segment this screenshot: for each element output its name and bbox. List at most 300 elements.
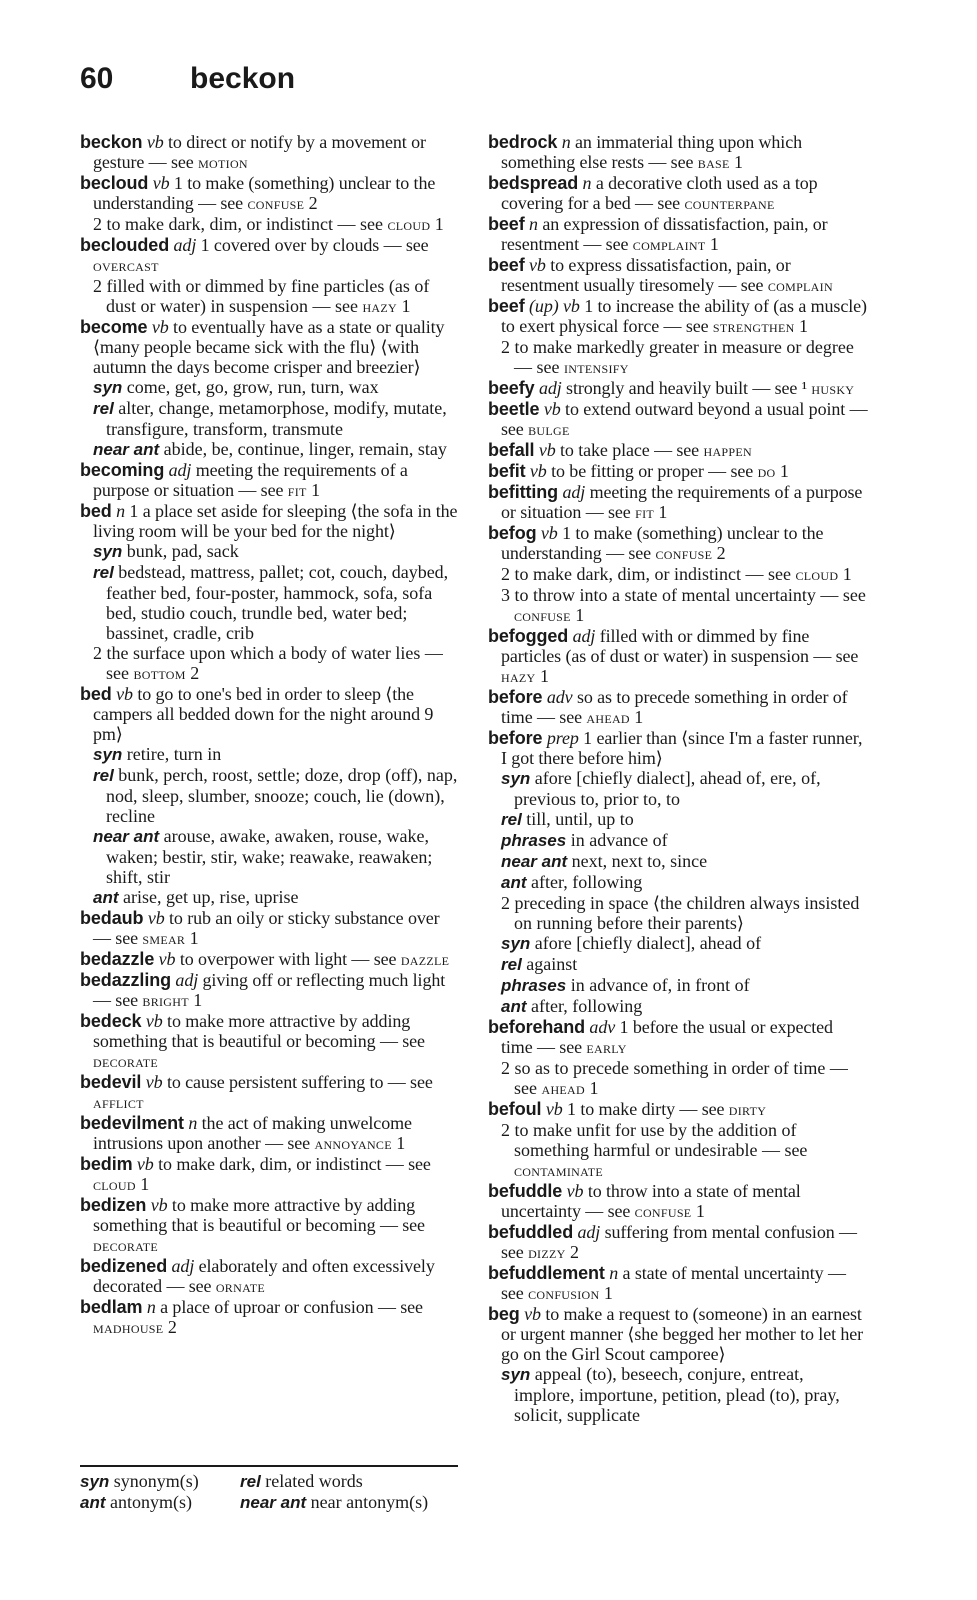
dictionary-entry [80, 1011, 458, 1072]
legend-meaning: antonym(s) [110, 1492, 192, 1512]
entry-subsense [488, 996, 868, 1017]
relation-label: syn [501, 1365, 531, 1384]
cross-reference: hazy [501, 667, 536, 686]
headword: bedizened [80, 1256, 168, 1276]
cross-reference: confusion [528, 1284, 600, 1303]
sense-number: 1 [634, 707, 644, 727]
headword: befuddle [488, 1181, 563, 1201]
relation-label: phrases [501, 831, 567, 850]
headword: befogged [488, 626, 569, 646]
dictionary-entry [488, 1181, 868, 1222]
entry-subsense [488, 809, 868, 830]
cross-reference: strengthen [712, 317, 795, 336]
dictionary-entry [488, 1017, 868, 1058]
dictionary-entry [80, 970, 458, 1011]
part-of-speech: n [116, 501, 126, 521]
relation-label: syn [501, 769, 531, 788]
entry-subsense [488, 975, 868, 996]
relation-label: rel [93, 563, 114, 582]
part-of-speech: vb [152, 173, 170, 193]
headword: beetle [488, 399, 540, 419]
entry-subsense [80, 439, 458, 460]
headword: befog [488, 523, 537, 543]
headword: bedeck [80, 1011, 142, 1031]
definition-text: 1 earlier than ⟨since I'm a faster runner, I got there before him⟩ [501, 728, 863, 768]
part-of-speech: vb [566, 1181, 584, 1201]
dictionary-entry [80, 1297, 458, 1338]
entry-subsense [488, 337, 868, 378]
definition-text: in advance of, in front of [570, 975, 750, 995]
definition-text: to eventually have as a state or quality ⟨many people became sick with the flu⟩ ⟨with autumn the days become crisper and breezier⟩ [93, 317, 445, 377]
dictionary-entry [80, 501, 458, 541]
part-of-speech: vb [545, 1099, 563, 1119]
dictionary-entry [80, 460, 458, 501]
headword: beckon [80, 132, 143, 152]
cross-reference: cloud [93, 1175, 136, 1194]
dictionary-entry [80, 132, 458, 173]
relation-label: near ant [501, 852, 568, 871]
cross-reference: bulge [528, 420, 570, 439]
sense-number: 1 [799, 316, 808, 336]
cross-reference: overcast [93, 256, 159, 275]
headword: bedevil [80, 1072, 142, 1092]
headword: bedaub [80, 908, 144, 928]
sense-number: 1 [589, 1078, 599, 1098]
cross-reference: intensify [563, 358, 629, 377]
headword: before [488, 687, 543, 707]
headword: bedevilment [80, 1113, 184, 1133]
definition-text: to direct or notify by a movement or gesture — see [93, 132, 426, 172]
headword: bedspread [488, 173, 579, 193]
cross-reference: fit [635, 503, 654, 522]
dictionary-entry [488, 296, 868, 337]
cross-reference: do [757, 462, 776, 481]
sense-number: 1 [603, 1283, 613, 1303]
definition-text: 2 to make unfit for use by the addition of something harmful or undesirable — see [501, 1120, 808, 1160]
dictionary-entry [488, 626, 868, 687]
part-of-speech: n [188, 1113, 198, 1133]
dictionary-entry [80, 235, 458, 276]
dictionary-entry [80, 1072, 458, 1113]
headword: becloud [80, 173, 149, 193]
relation-label: rel [501, 810, 522, 829]
definition-text: 2 so as to precede something in order of time — see [501, 1058, 848, 1098]
definition-text: arise, get up, rise, uprise [123, 887, 299, 907]
dictionary-entry [488, 523, 868, 564]
sense-number: 1 [193, 990, 203, 1010]
part-of-speech: adj [577, 1222, 601, 1242]
entry-subsense [488, 1058, 868, 1099]
definition-text: 1 a place set aside for sleeping ⟨the sofa in the living room will be your bed for the night⟩ [93, 501, 458, 541]
relation-label: rel [501, 955, 522, 974]
definition-text: till, until, up to [526, 809, 634, 829]
part-of-speech: vb [116, 684, 133, 704]
cross-reference: decorate [93, 1236, 159, 1255]
sense-number: 2 [716, 543, 726, 563]
entry-subsense [80, 744, 458, 765]
headword: before [488, 728, 543, 748]
cross-reference: afflict [93, 1093, 144, 1112]
cross-reference: confuse [514, 606, 571, 625]
legend-abbr: syn [80, 1472, 110, 1491]
legend-meaning: near antonym(s) [310, 1492, 429, 1512]
dictionary-entry [80, 1195, 458, 1256]
legend-abbr: rel [240, 1472, 261, 1491]
entry-subsense [80, 398, 458, 439]
sense-number: 1 [311, 480, 320, 500]
definition-text: 2 preceding in space ⟨the children always insisted on running before their parents⟩ [501, 893, 860, 933]
cross-reference: madhouse [93, 1318, 164, 1337]
cross-reference: ornate [215, 1277, 265, 1296]
entry-subsense [80, 887, 458, 908]
cross-reference: confuse [634, 1202, 692, 1221]
cross-reference: confuse [247, 194, 305, 213]
definition-text: after, following [531, 872, 643, 892]
relation-label: rel [93, 399, 114, 418]
definition-text: 1 covered over by clouds — see [200, 235, 429, 255]
headword: befoul [488, 1099, 542, 1119]
cross-reference: confuse [655, 544, 713, 563]
entry-subsense [80, 541, 458, 562]
relation-label: ant [501, 873, 527, 892]
definition-text: a state of mental uncertainty — see [501, 1263, 846, 1303]
entry-subsense [80, 643, 458, 684]
cross-reference: smear [142, 929, 186, 948]
dictionary-entry [80, 1113, 458, 1154]
headword: befuddled [488, 1222, 574, 1242]
relation-label: near ant [93, 440, 160, 459]
part-of-speech: vb [145, 1072, 163, 1092]
dictionary-entry [488, 687, 868, 728]
sense-number: 1 [695, 1201, 705, 1221]
sense-number: 1 [401, 296, 411, 316]
dictionary-entry [488, 1263, 868, 1304]
part-of-speech: vb [529, 255, 546, 275]
headword: befit [488, 461, 526, 481]
definition-text: meeting the requirements of a purpose or situation — see [93, 460, 408, 500]
definition-text: 1 to make (something) unclear to the understanding — see [501, 523, 824, 563]
left-column [80, 132, 458, 1338]
definition-text: 1 to increase the ability of (as a muscle) to exert physical force — see [501, 296, 867, 336]
definition-text: to cause persistent suffering to — see [166, 1072, 433, 1092]
abbreviation-legend [80, 1465, 458, 1513]
cross-reference: dazzle [400, 950, 450, 969]
relation-label: near ant [93, 827, 160, 846]
definition-text: an expression of dissatisfaction, pain, or resentment — see [501, 214, 828, 254]
definition-text: bunk, perch, roost, settle; doze, drop (off), nap, nod, sleep, slumber, snooze; couch, lie (down), recline [106, 765, 458, 826]
headword: beef [488, 255, 525, 275]
dictionary-entry [488, 173, 868, 214]
dictionary-entry [80, 1256, 458, 1297]
dictionary-entry [488, 728, 868, 768]
definition-text: to overpower with light — see [179, 949, 397, 969]
definition-text: filled with or dimmed by fine particles (as of dust or water) in suspension — see [501, 626, 859, 666]
definition-text: to rub an oily or sticky substance over — see [93, 908, 440, 948]
definition-text: to go to one's bed in order to sleep ⟨the campers all bedded down for the night around 9 pm⟩ [93, 684, 434, 744]
cross-reference: dirty [728, 1100, 767, 1119]
entry-subsense [80, 562, 458, 643]
definition-text: to take place — see [560, 440, 700, 460]
cross-reference: bright [142, 991, 189, 1010]
definition-text: a decorative cloth used as a top covering for a bed — see [501, 173, 818, 213]
sense-number: 1 [709, 234, 719, 254]
cross-reference: contaminate [514, 1161, 603, 1180]
part-of-speech: adj [171, 1256, 195, 1276]
definition-text: against [526, 954, 578, 974]
entry-subsense [488, 585, 868, 626]
definition-text: to extend outward beyond a usual point — see [501, 399, 868, 439]
part-of-speech: vb [538, 440, 556, 460]
part-of-speech: (up) vb [529, 296, 580, 316]
sense-number: 1 [734, 152, 743, 172]
entry-subsense [488, 893, 868, 933]
cross-reference: cloud [387, 215, 431, 234]
cross-reference: early [586, 1038, 627, 1057]
sense-number: 1 [396, 1133, 406, 1153]
relation-label: syn [93, 745, 123, 764]
cross-reference: fit [287, 481, 307, 500]
cross-reference: happen [703, 441, 752, 460]
part-of-speech: vb [150, 1195, 168, 1215]
definition-text: bedstead, mattress, pallet; cot, couch, daybed, feather bed, four-poster, hammock, sofa, sofa bed, studio couch, trundle bed, water bed; bassinet, cradle, crib [106, 562, 449, 643]
definition-text: alter, change, metamorphose, modify, mutate, transfigure, transform, transmute [106, 398, 447, 439]
sense-number: 1 [539, 666, 549, 686]
part-of-speech: adj [175, 970, 199, 990]
definition-text: retire, turn in [126, 744, 222, 764]
headword: become [80, 317, 148, 337]
page-number: 60 [80, 62, 114, 95]
definition-text: 2 to make dark, dim, or indistinct — see [501, 564, 791, 584]
headword: bedazzle [80, 949, 155, 969]
cross-reference: counterpane [684, 194, 775, 213]
sense-number: 1 [434, 214, 444, 234]
definition-text: afore [chiefly dialect], ahead of [534, 933, 762, 953]
legend-abbr: near ant [240, 1493, 307, 1512]
sense-number: 1 [189, 928, 199, 948]
part-of-speech: vb [158, 949, 176, 969]
headword: befall [488, 440, 535, 460]
cross-reference: dizzy [528, 1243, 566, 1262]
dictionary-entry [488, 1222, 868, 1263]
dictionary-entry [488, 1304, 868, 1364]
cross-reference: complain [767, 276, 833, 295]
entry-subsense [80, 826, 458, 887]
cross-reference: bottom [133, 664, 186, 683]
headword: becoming [80, 460, 165, 480]
relation-label: syn [501, 934, 531, 953]
cross-reference: cloud [795, 565, 839, 584]
definition-text: 3 to throw into a state of mental uncertainty — see [501, 585, 866, 605]
headword: befitting [488, 482, 559, 502]
legend-abbr: ant [80, 1493, 106, 1512]
headword: beef [488, 214, 525, 234]
definition-text: bunk, pad, sack [126, 541, 239, 561]
definition-text: an immaterial thing upon which something else rests — see [501, 132, 802, 172]
part-of-speech: vb [524, 1304, 541, 1324]
cross-reference: ahead [586, 708, 630, 727]
cross-reference: husky [811, 379, 855, 398]
right-column [488, 132, 868, 1425]
part-of-speech: n [146, 1297, 156, 1317]
sense-number: 1 [658, 502, 668, 522]
dictionary-entry [80, 908, 458, 949]
sense-number: 1 [842, 564, 852, 584]
headword: bedlam [80, 1297, 143, 1317]
definition-text: meeting the requirements of a purpose or situation — see [501, 482, 863, 522]
dictionary-entry [488, 461, 868, 482]
headword: bed [80, 501, 112, 521]
cross-reference: hazy [362, 297, 397, 316]
definition-text: to make a request to (someone) in an earnest or urgent manner ⟨she begged her mother to let her go on the Girl Scout camporee⟩ [501, 1304, 864, 1364]
entry-subsense [488, 872, 868, 893]
relation-label: ant [501, 997, 527, 1016]
definition-text: to make dark, dim, or indistinct — see [158, 1154, 431, 1174]
definition-text: come, get, go, grow, run, turn, wax [126, 377, 379, 397]
definition-text: abide, be, continue, linger, remain, stay [163, 439, 447, 459]
headword: beg [488, 1304, 520, 1324]
definition-text: 1 to make dirty — see [567, 1099, 725, 1119]
part-of-speech: vb [146, 132, 164, 152]
relation-label: syn [93, 378, 123, 397]
part-of-speech: adv [546, 687, 573, 707]
part-of-speech: vb [540, 523, 558, 543]
headword: bedrock [488, 132, 558, 152]
relation-label: syn [93, 542, 123, 561]
entry-subsense [80, 214, 458, 235]
relation-label: ant [93, 888, 119, 907]
entry-subsense [80, 276, 458, 317]
sense-number: 1 [779, 461, 789, 481]
part-of-speech: n [582, 173, 592, 193]
legend-meaning: synonym(s) [113, 1471, 199, 1491]
headword: beforehand [488, 1017, 586, 1037]
part-of-speech: n [609, 1263, 619, 1283]
definition-text: 2 to make dark, dim, or indistinct — see [93, 214, 383, 234]
sense-number: 2 [167, 1317, 177, 1337]
definition-text: 2 to make markedly greater in measure or degree — see [501, 337, 854, 377]
definition-text: strongly and heavily built — see ¹ [566, 378, 808, 398]
headword: beclouded [80, 235, 170, 255]
entry-subsense [488, 851, 868, 872]
definition-text: so as to precede something in order of time — see [501, 687, 848, 727]
sense-number: 2 [570, 1242, 579, 1262]
definition-text: next, next to, since [571, 851, 708, 871]
part-of-speech: vb [145, 1011, 163, 1031]
entry-subsense [80, 377, 458, 398]
part-of-speech: vb [136, 1154, 154, 1174]
cross-reference: ahead [541, 1079, 585, 1098]
sense-number: 2 [190, 663, 200, 683]
guide-word: beckon [190, 62, 296, 95]
entry-subsense [488, 768, 868, 809]
relation-label: rel [93, 766, 114, 785]
headword: beef [488, 296, 525, 316]
definition-text: a place of uproar or confusion — see [160, 1297, 423, 1317]
definition-text: to express dissatisfaction, pain, or resentment usually tiresomely — see [501, 255, 791, 295]
dictionary-entry [488, 214, 868, 255]
dictionary-entry [80, 684, 458, 744]
definition-text: after, following [531, 996, 643, 1016]
part-of-speech: adj [168, 460, 192, 480]
definition-text: 1 to make (something) unclear to the understanding — see [93, 173, 436, 213]
headword: befuddlement [488, 1263, 605, 1283]
headword: bed [80, 684, 112, 704]
definition-text: 1 before the usual or expected time — see [501, 1017, 833, 1057]
definition-text: the act of making unwelcome intrusions upon another — see [93, 1113, 412, 1153]
definition-text: appeal (to), beseech, conjure, entreat, implore, importune, petition, plead (to), pray, solicit, supplicate [514, 1364, 840, 1425]
definition-text: to make more attractive by adding something that is beautiful or becoming — see [93, 1011, 425, 1051]
headword: bedim [80, 1154, 133, 1174]
part-of-speech: n [529, 214, 538, 234]
part-of-speech: vb [529, 461, 547, 481]
cross-reference: annoyance [314, 1134, 392, 1153]
headword: bedazzling [80, 970, 172, 990]
dictionary-entry [80, 1154, 458, 1195]
definition-text: 2 the surface upon which a body of water lies — see [93, 643, 443, 683]
dictionary-entry [488, 1099, 868, 1120]
definition-text: to be fitting or proper — see [551, 461, 754, 481]
sense-number: 1 [575, 605, 585, 625]
dictionary-entry [80, 173, 458, 214]
dictionary-entry [488, 378, 868, 399]
definition-text: elaborately and often excessively decorated — see [93, 1256, 435, 1296]
dictionary-entry [488, 132, 868, 173]
part-of-speech: adj [538, 378, 562, 398]
entry-subsense [488, 1364, 868, 1425]
part-of-speech: vb [151, 317, 169, 337]
part-of-speech: adj [173, 235, 197, 255]
entry-subsense [488, 1120, 868, 1181]
definition-text: afore [chiefly dialect], ahead of, ere, of, previous to, prior to, to [514, 768, 821, 809]
part-of-speech: adj [572, 626, 596, 646]
entry-subsense [488, 564, 868, 585]
definition-text: suffering from mental confusion — see [501, 1222, 857, 1262]
part-of-speech: n [561, 132, 571, 152]
entry-subsense [488, 954, 868, 975]
cross-reference: decorate [93, 1052, 159, 1071]
dictionary-entry [488, 399, 868, 440]
part-of-speech: adv [589, 1017, 616, 1037]
definition-text: to make more attractive by adding something that is beautiful or becoming — see [93, 1195, 425, 1235]
definition-text: to throw into a state of mental uncertainty — see [501, 1181, 801, 1221]
sense-number: 1 [140, 1174, 150, 1194]
headword: bedizen [80, 1195, 147, 1215]
definition-text: in advance of [570, 830, 668, 850]
headword: beefy [488, 378, 535, 398]
dictionary-entry [80, 949, 458, 970]
entry-subsense [488, 830, 868, 851]
dictionary-entry [488, 440, 868, 461]
cross-reference: complaint [632, 235, 706, 254]
entry-subsense [488, 933, 868, 954]
part-of-speech: vb [543, 399, 561, 419]
dictionary-entry [488, 255, 868, 296]
definition-text: arouse, awake, awaken, rouse, wake, waken; bestir, stir, wake; reawake, reawaken; shift, stir [106, 826, 433, 887]
cross-reference: motion [198, 153, 248, 172]
entry-subsense [80, 765, 458, 826]
cross-reference: base [697, 153, 730, 172]
part-of-speech: vb [147, 908, 165, 928]
dictionary-entry [80, 317, 458, 377]
dictionary-entry [488, 482, 868, 523]
part-of-speech: adj [562, 482, 586, 502]
sense-number: 2 [308, 193, 318, 213]
definition-text: giving off or reflecting much light — see [93, 970, 446, 1010]
part-of-speech: prep [546, 728, 579, 748]
relation-label: phrases [501, 976, 567, 995]
definition-text: 2 filled with or dimmed by fine particles (as of dust or water) in suspension — see [93, 276, 430, 316]
legend-meaning: related words [265, 1471, 363, 1491]
